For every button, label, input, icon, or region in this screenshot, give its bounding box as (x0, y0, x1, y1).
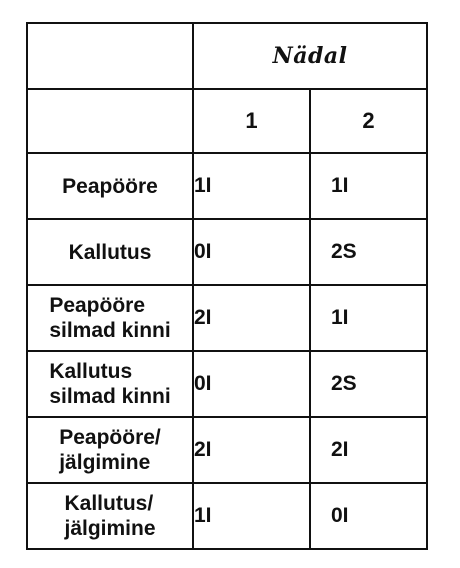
table-row (27, 483, 427, 549)
week-1-value: 0I (193, 219, 310, 285)
exercise-label-text: Kallutus/ jälgimine (64, 492, 156, 540)
exercise-schedule-table (26, 22, 428, 550)
week-2-value: 0I (310, 483, 427, 549)
exercise-label-text: Kallutus (68, 240, 152, 264)
exercise-label-text: Peapööre/ jälgimine (59, 426, 161, 474)
week-1-value: 2I (193, 417, 310, 483)
exercise-label-text: Kallutus silmad kinni (49, 360, 171, 408)
exercise-label (27, 351, 193, 417)
week-2-value: 2I (310, 417, 427, 483)
week-2-value: 1I (310, 153, 427, 219)
exercise-label (27, 483, 193, 549)
exercise-label-text: Peapööre (62, 174, 158, 198)
week-2-value: 1I (310, 285, 427, 351)
week-header-title: Nädal (193, 23, 427, 89)
table-row (27, 417, 427, 483)
exercise-label-text: Peapööre silmad kinni (49, 294, 171, 342)
week-1-value: 1I (193, 483, 310, 549)
table-row (27, 351, 427, 417)
table-row (27, 153, 427, 219)
week-1-header: 1 (193, 89, 310, 153)
week-2-header: 2 (310, 89, 427, 153)
header-row (27, 23, 427, 89)
week-2-value: 2S (310, 219, 427, 285)
corner-cell (27, 23, 193, 89)
week-1-value: 1I (193, 153, 310, 219)
exercise-label (27, 417, 193, 483)
week-number-row (27, 89, 427, 153)
week-1-value: 2I (193, 285, 310, 351)
week-1-value: 0I (193, 351, 310, 417)
exercise-label (27, 285, 193, 351)
exercise-label (27, 219, 193, 285)
exercise-label (27, 153, 193, 219)
corner-cell (27, 89, 193, 153)
table-row (27, 219, 427, 285)
week-2-value: 2S (310, 351, 427, 417)
table-row (27, 285, 427, 351)
